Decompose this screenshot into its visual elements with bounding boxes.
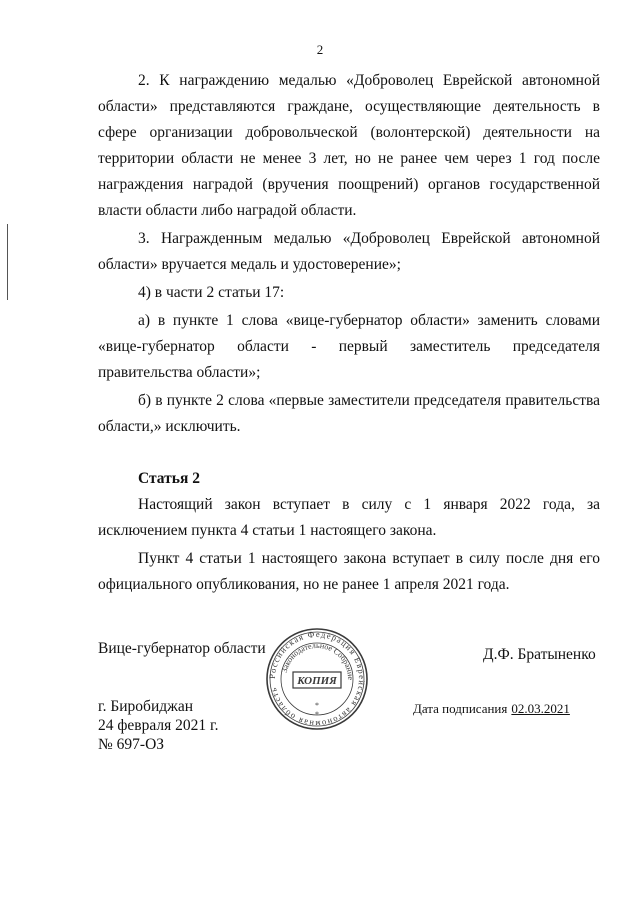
stamp-star-icon: * (315, 701, 319, 710)
margin-line (7, 224, 8, 300)
stamp-outer-text: Российская Федерация Еврейская автономная область (266, 628, 368, 730)
stamp-center-text: КОПИЯ (297, 675, 337, 687)
stamp-inner-text: Законодательное Собрание (279, 640, 356, 681)
paragraph-award-presentation: 3. Награжденным медалью «Доброволец Еврейской автономной области» вручается медаль и удостоверение»; (98, 230, 600, 273)
signing-date: 24 февраля 2021 г. (98, 717, 219, 734)
sign-date (413, 701, 570, 717)
stamp-star-icon-lower: * (315, 710, 319, 719)
official-seal-stamp (265, 627, 369, 731)
paragraph-award-eligibility: 2. К награждению медалью «Доброволец Еврейской автономной области» представляются граждане, осуществляющие деятельность в сфере организации добровольческой (волонтерской) деятельности на территории области не менее 3 лет, но не ранее чем через 1 год после награждения наградой (вручения поощрений) органов государственной власти области либо наградой области. (98, 72, 600, 219)
page-number: 2 (316, 42, 324, 57)
paragraph-point-4-entry: Пункт 4 статьи 1 настоящего закона вступает в силу после дня его официального опубликования, но не ранее 1 апреля 2021 года. (98, 550, 600, 593)
paragraph-article-17-part-2: 4) в части 2 статьи 17: (138, 284, 285, 301)
paragraph-item-b: б) в пункте 2 слова «первые заместители председателя правительства области,» исключить. (98, 392, 600, 435)
signer-name: Д.Ф. Братыненко (483, 646, 596, 663)
sign-date-label: Дата подписания (413, 701, 508, 716)
signing-place: г. Биробиджан (98, 698, 194, 715)
place-date-block (98, 697, 218, 754)
article-heading: Статья 2 (138, 470, 200, 487)
sign-date-value: 02.03.2021 (511, 701, 570, 716)
paragraph-item-a: а) в пункте 1 слова «вице-губернатор области» заменить словами «вице-губернатор области - первый заместитель председателя правительства области»; (98, 312, 600, 381)
law-number: № 697-ОЗ (98, 736, 165, 753)
document-body (98, 68, 600, 598)
paragraph-entry-into-force: Настоящий закон вступает в силу с 1 января 2022 года, за исключением пункта 4 статьи 1 настоящего закона. (98, 496, 600, 539)
signer-title: Вице-губернатор области (98, 640, 266, 657)
